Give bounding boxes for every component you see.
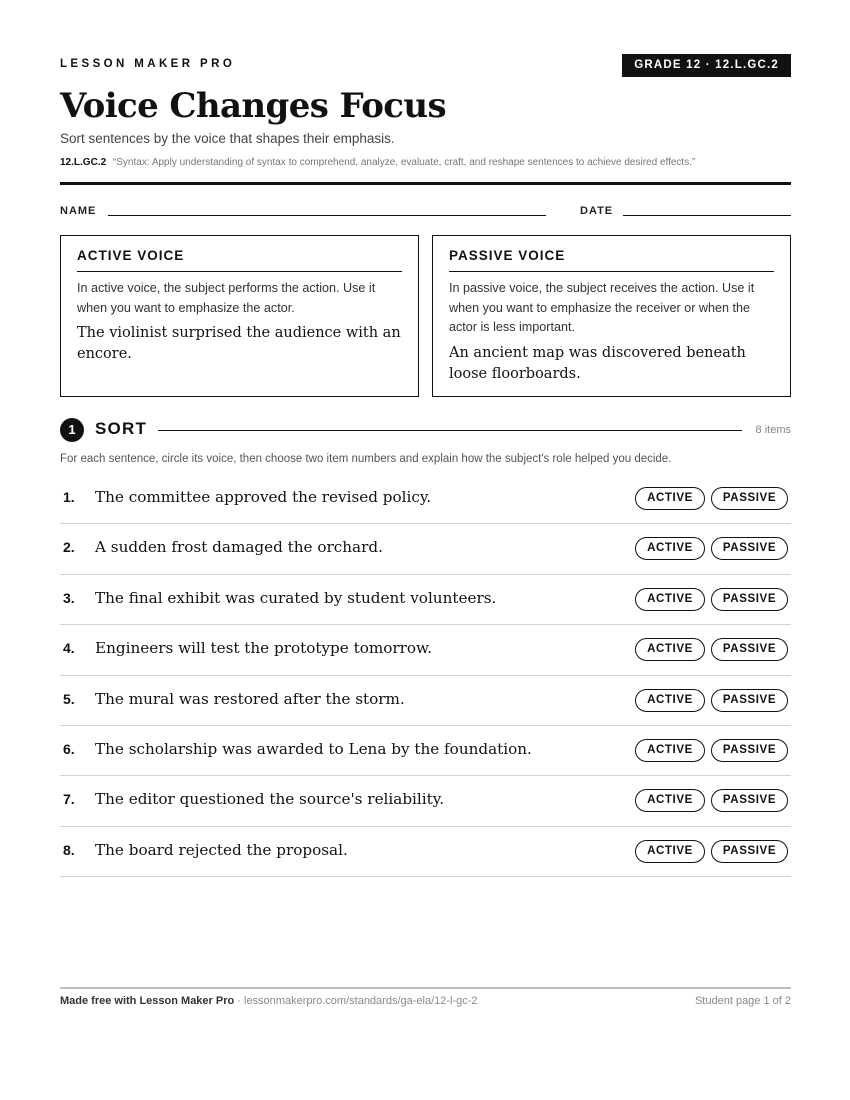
footer-credit xyxy=(60,995,478,1007)
active-voice-title: ACTIVE VOICE xyxy=(77,248,402,272)
footer-made-with: Made free with Lesson Maker Pro xyxy=(60,995,235,1007)
passive-choice-button[interactable]: PASSIVE xyxy=(711,840,788,863)
active-voice-example: The violinist surprised the audience with an encore. xyxy=(77,325,401,362)
item-number: 6. xyxy=(63,740,75,757)
item-sentence: A sudden frost damaged the orchard. xyxy=(95,538,383,557)
item-sentence: Engineers will test the prototype tomorrow. xyxy=(95,639,433,658)
active-choice-button[interactable]: ACTIVE xyxy=(635,537,705,560)
voice-choices xyxy=(635,840,788,863)
active-voice-box xyxy=(60,235,419,397)
brand-name: LESSON MAKER PRO xyxy=(60,58,236,70)
item-number: 7. xyxy=(63,791,75,808)
date-field[interactable] xyxy=(623,215,791,216)
name-field[interactable] xyxy=(108,215,546,216)
active-choice-button[interactable]: ACTIVE xyxy=(635,739,705,762)
item-sentence: The editor questioned the source's reliability. xyxy=(95,790,445,809)
active-choice-button[interactable]: ACTIVE xyxy=(635,638,705,661)
footer-divider xyxy=(60,987,791,989)
active-voice-description: In active voice, the subject performs the action. Use it when you want to emphasize the actor. xyxy=(77,281,376,315)
list-item xyxy=(60,776,791,826)
item-sentence: The board rejected the proposal. xyxy=(95,840,348,859)
passive-choice-button[interactable]: PASSIVE xyxy=(711,689,788,712)
standard-code: 12.L.GC.2 xyxy=(60,157,107,168)
item-sentence: The scholarship was awarded to Lena by the foundation. xyxy=(95,739,532,758)
item-sentence: The final exhibit was curated by student volunteers. xyxy=(95,588,497,607)
section-title: SORT xyxy=(95,419,148,438)
passive-choice-button[interactable]: PASSIVE xyxy=(711,537,788,560)
list-item xyxy=(60,474,791,524)
section-instructions: For each sentence, circle its voice, then choose two item numbers and explain how the subject's role helped you decide. xyxy=(60,453,672,465)
section-number: 1 xyxy=(60,418,84,442)
passive-voice-box xyxy=(432,235,791,397)
item-number: 4. xyxy=(63,640,75,657)
passive-choice-button[interactable]: PASSIVE xyxy=(711,638,788,661)
voice-choices xyxy=(635,689,788,712)
footer-url[interactable]: · lessonmakerpro.com/standards/ga-ela/12-l-gc-2 xyxy=(234,995,478,1007)
passive-choice-button[interactable]: PASSIVE xyxy=(711,739,788,762)
voice-choices xyxy=(635,537,788,560)
standard-line xyxy=(60,157,695,168)
passive-choice-button[interactable]: PASSIVE xyxy=(711,487,788,510)
grade-badge: GRADE 12 · 12.L.GC.2 xyxy=(622,54,791,77)
list-item xyxy=(60,625,791,675)
voice-choices xyxy=(635,739,788,762)
passive-voice-title: PASSIVE VOICE xyxy=(449,248,774,272)
list-item xyxy=(60,575,791,625)
active-choice-button[interactable]: ACTIVE xyxy=(635,588,705,611)
item-number: 2. xyxy=(63,539,75,556)
voice-choices xyxy=(635,638,788,661)
standard-text: “Syntax: Apply understanding of syntax to comprehend, analyze, evaluate, craft, and reshape sentences to achieve desired effects.” xyxy=(112,157,696,168)
item-sentence: The committee approved the revised policy. xyxy=(95,488,432,506)
page-subtitle: Sort sentences by the voice that shapes their emphasis. xyxy=(60,131,395,146)
section-rule xyxy=(158,430,742,431)
item-count: 8 items xyxy=(755,424,791,436)
passive-voice-description: In passive voice, the subject receives the action. Use it when you want to emphasize the receiver or when the actor is less important. xyxy=(449,281,755,334)
worksheet-page xyxy=(60,0,791,1100)
header-divider xyxy=(60,182,791,185)
active-choice-button[interactable]: ACTIVE xyxy=(635,689,705,712)
passive-voice-example: An ancient map was discovered beneath loose floorboards. xyxy=(449,344,746,382)
passive-choice-button[interactable]: PASSIVE xyxy=(711,789,788,812)
voice-choices xyxy=(635,487,788,510)
item-number: 5. xyxy=(63,690,75,707)
passive-choice-button[interactable]: PASSIVE xyxy=(711,588,788,611)
list-item xyxy=(60,676,791,726)
page-title: Voice Changes Focus xyxy=(60,86,447,126)
voice-choices xyxy=(635,789,788,812)
sort-list xyxy=(60,474,791,877)
active-choice-button[interactable]: ACTIVE xyxy=(635,789,705,812)
list-item xyxy=(60,726,791,776)
item-number: 3. xyxy=(63,589,75,606)
item-number: 1. xyxy=(63,489,75,505)
active-choice-button[interactable]: ACTIVE xyxy=(635,487,705,510)
date-label: DATE xyxy=(580,205,614,217)
item-number: 8. xyxy=(63,841,75,858)
list-item xyxy=(60,524,791,574)
list-item xyxy=(60,827,791,877)
active-choice-button[interactable]: ACTIVE xyxy=(635,840,705,863)
item-sentence: The mural was restored after the storm. xyxy=(95,689,405,708)
footer-page-number: Student page 1 of 2 xyxy=(694,995,791,1007)
name-label: NAME xyxy=(60,205,97,217)
voice-choices xyxy=(635,588,788,611)
